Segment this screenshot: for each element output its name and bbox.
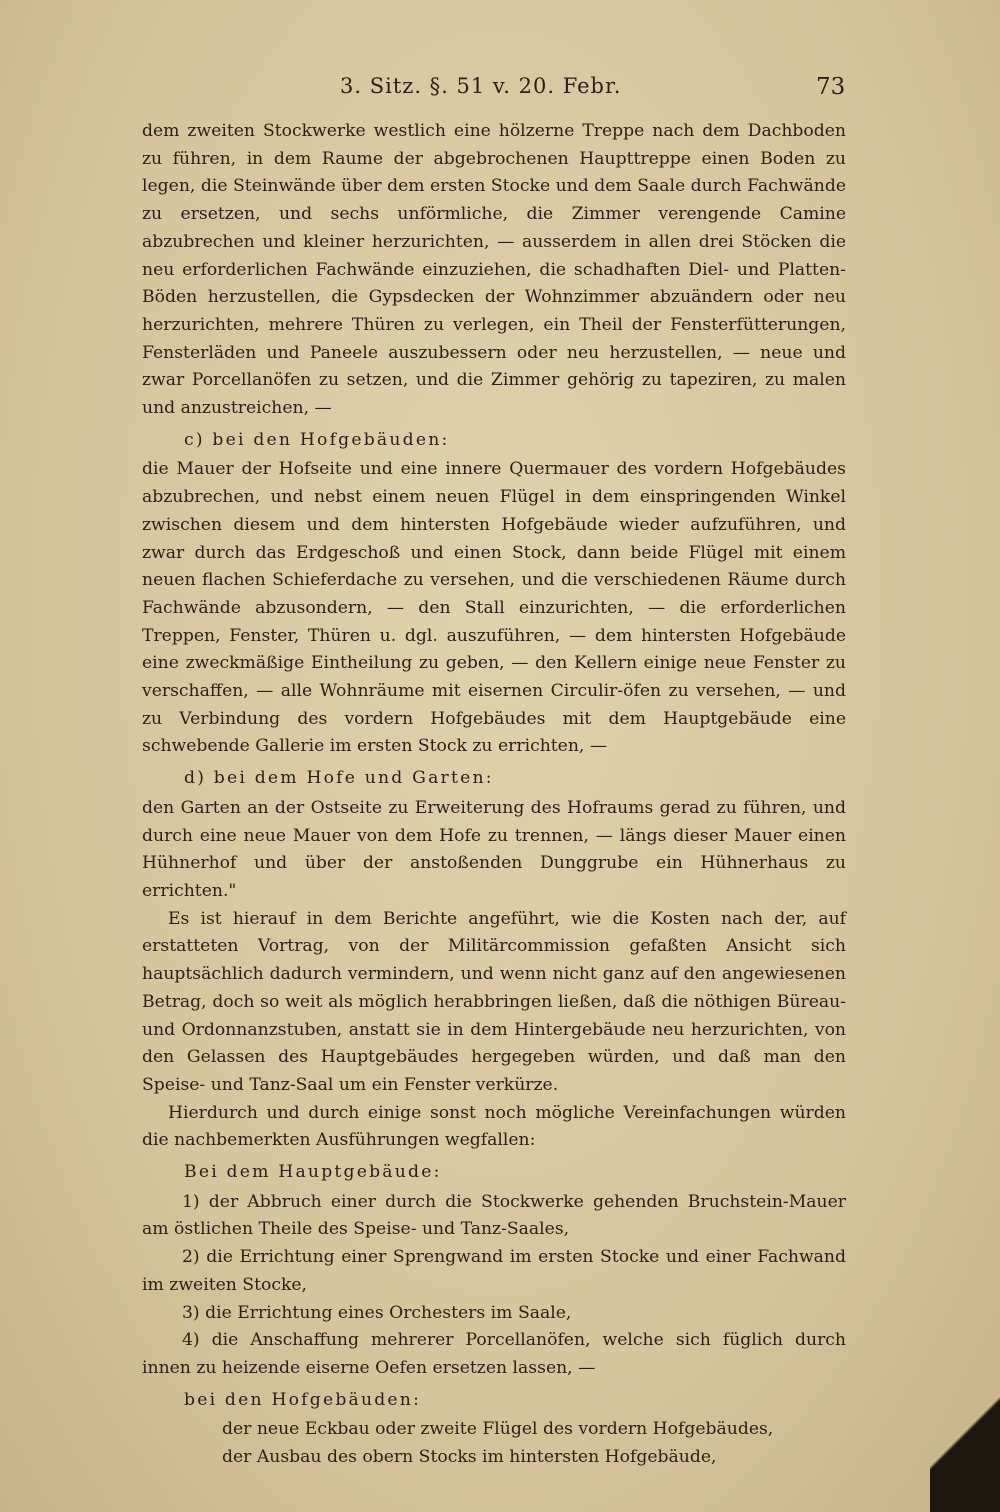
list-item: der neue Eckbau oder zweite Flügel des vordern Hofgebäudes, <box>222 1419 774 1440</box>
list-item: der Ausbau des obern Stocks im hintersten Hofgebäude, <box>222 1447 717 1468</box>
list-item: 3) die Errichtung eines Orchesters im Saale, <box>182 1302 572 1323</box>
paragraph-hofgebaeude: die Mauer der Hofseite und eine innere Quermauer des vordern Hofgebäudes abzubrechen, und nebst einem neuen Flügel in dem einspringenden Winkel zwischen diesem und dem hintersten Hofgebäude wieder aufzuführen, und zwar durch das Erdgeschoß und einen Stock, dann beide Flügel mit einem neuen flachen Schieferdache zu versehen, und die verschiedenen Räume durch Fachwände abzusondern, — den Stall einzurichten, — die erforderlichen Treppen, Fenster, Thüren u. dgl. auszuführen, — dem hintersten Hofgebäude eine zweckmäßige Eintheilung zu geben, — den Kellern einige neue Fenster zu verschaffen, — alle Wohnräume mit eisernen Circulir-öfen zu versehen, — und zu Verbindung des vordern Hofgebäudes mit dem Hauptgebäude eine schwebende Gallerie im ersten Stock zu errichten, — <box>142 459 846 757</box>
page-corner-shadow <box>930 1350 1000 1512</box>
paragraph-vereinfachungen: Hierdurch und durch einige sonst noch mögliche Vereinfachungen würden die nachbemerkten Ausführungen wegfallen: <box>142 1102 846 1151</box>
paragraph-continuation: dem zweiten Stockwerke westlich eine hölzerne Treppe nach dem Dachboden zu führen, in dem Raume der abgebrochenen Haupttreppe einen Boden zu legen, die Steinwände über dem ersten Stocke und dem Saale durch Fachwände zu ersetzen, und sechs unförmliche, die Zimmer verengende Camine abzubrechen und kleiner herzurichten, — ausserdem in allen drei Stöcken die neu erforderlichen Fachwände einzuziehen, die schadhaften Diel- und Platten-Böden herzustellen, die Gypsdecken der Wohnzimmer abzuändern oder neu herzurichten, mehrere Thüren zu verlegen, ein Theil der Fensterfütterungen, Fensterläden und Paneele auszubessern oder neu herzustellen, — neue und zwar Porcellanöfen zu setzen, und die Zimmer gehörig zu tapeziren, zu malen und anzustreichen, — <box>142 121 846 419</box>
page-header <box>0 74 1000 104</box>
section-heading-hofgebaeude: bei den Hofgebäuden: <box>184 1389 422 1410</box>
paragraph-bericht: Es ist hierauf in dem Berichte angeführt, wie die Kosten nach der, auf erstatteten Vortrag, von der Militärcommission gefaßten Ansicht sich hauptsächlich dadurch vermindern, und wenn nicht ganz auf den angewiesenen Betrag, doch so weit als möglich herabbringen ließen, daß die nöthigen Büreau- und Ordonnanzstuben, anstatt sie in dem Hintergebäude neu herzurichten, von den Gelassen des Hauptgebäudes hergegeben würden, und daß man den Speise- und Tanz-Saal um ein Fenster verkürze. <box>142 908 846 1095</box>
list-item: 1) der Abbruch einer durch die Stockwerke gehenden Bruchstein-Mauer am östlichen Theile des Speise- und Tanz-Saales, <box>142 1191 846 1240</box>
list-item: 2) die Errichtung einer Sprengwand im ersten Stocke und einer Fachwand im zweiten Stocke, <box>142 1247 846 1295</box>
section-heading-d: d) bei dem Hofe und Garten: <box>184 768 494 789</box>
paragraph-hof-garten: den Garten an der Ostseite zu Erweiterung des Hofraums gerad zu führen, und durch eine neue Mauer von dem Hofe zu trennen, — längs dieser Mauer einen Hühnerhof und über der anstoßenden Dunggrube ein Hühnerhaus zu errichten." <box>142 797 846 901</box>
page-number: 73 <box>816 74 846 100</box>
running-head: 3. Sitz. §. 51 v. 20. Febr. <box>340 74 622 98</box>
list-item: 4) die Anschaffung mehrerer Porcellanöfen, welche sich füglich durch innen zu heizende eiserne Oefen ersetzen lassen, — <box>142 1330 846 1378</box>
body-text <box>142 118 846 1472</box>
section-heading-c: c) bei den Hofgebäuden: <box>184 429 450 450</box>
section-heading-hauptgebaeude: Bei dem Hauptgebäude: <box>184 1162 442 1183</box>
